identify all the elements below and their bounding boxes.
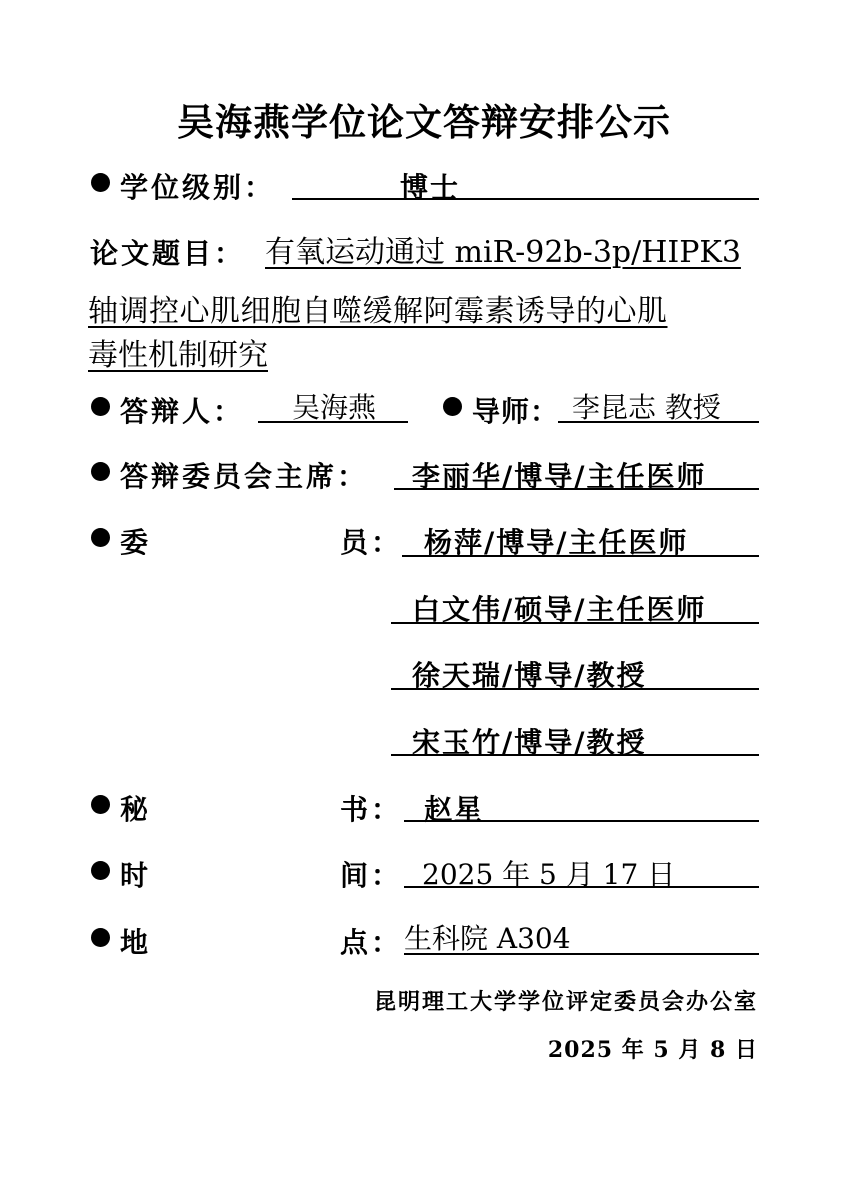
bullet-icon bbox=[91, 528, 110, 547]
secretary-label-right: 书： bbox=[340, 793, 403, 826]
defender-value: 吴海燕 bbox=[292, 391, 377, 424]
thesis-title-line-3: 毒性机制研究 bbox=[88, 338, 268, 373]
member-name: 宋玉竹/博导/教授 bbox=[412, 726, 647, 759]
member-name: 徐天瑞/博导/教授 bbox=[412, 659, 647, 692]
members-label-right: 员： bbox=[340, 526, 403, 559]
thesis-label: 论文题目： bbox=[90, 237, 246, 270]
members-label-left: 委 bbox=[120, 526, 152, 559]
place-label-right: 点： bbox=[340, 926, 403, 959]
advisor-value: 李昆志 教授 bbox=[572, 391, 721, 424]
bullet-icon bbox=[443, 397, 462, 416]
bullet-icon bbox=[91, 795, 110, 814]
chair-label: 答辩委员会主席： bbox=[120, 460, 369, 493]
place-value: 生科院 A304 bbox=[404, 922, 571, 955]
issuing-office: 昆明理工大学学位评定委员会办公室 bbox=[373, 989, 758, 1015]
defender-label: 答辩人： bbox=[120, 395, 245, 428]
degree-value: 博士 bbox=[400, 171, 461, 204]
member-name: 白文伟/硕导/主任医师 bbox=[412, 593, 707, 626]
time-label-left: 时 bbox=[120, 859, 152, 892]
bullet-icon bbox=[91, 928, 110, 947]
issue-date: 2025 年 5 月 8 日 bbox=[547, 1037, 758, 1063]
bullet-icon bbox=[91, 462, 110, 481]
member-name: 杨萍/博导/主任医师 bbox=[424, 526, 689, 559]
page-title: 吴海燕学位论文答辩安排公示 bbox=[177, 101, 671, 144]
degree-label: 学位级别： bbox=[120, 171, 276, 204]
time-value: 2025 年 5 月 17 日 bbox=[422, 858, 676, 891]
time-label-right: 间： bbox=[340, 859, 403, 892]
chair-value: 李丽华/博导/主任医师 bbox=[412, 460, 707, 493]
thesis-title-line-1: 有氧运动通过 miR-92b-3p/HIPK3 bbox=[265, 235, 741, 270]
degree-underline bbox=[292, 198, 759, 200]
place-label-left: 地 bbox=[120, 926, 152, 959]
bullet-icon bbox=[91, 861, 110, 880]
thesis-title-line-2: 轴调控心肌细胞自噬缓解阿霉素诱导的心肌 bbox=[88, 294, 668, 329]
secretary-value: 赵星 bbox=[424, 793, 485, 826]
bullet-icon bbox=[91, 397, 110, 416]
advisor-label: 导师： bbox=[472, 395, 560, 428]
bullet-icon bbox=[91, 173, 110, 192]
secretary-label-left: 秘 bbox=[120, 793, 152, 826]
